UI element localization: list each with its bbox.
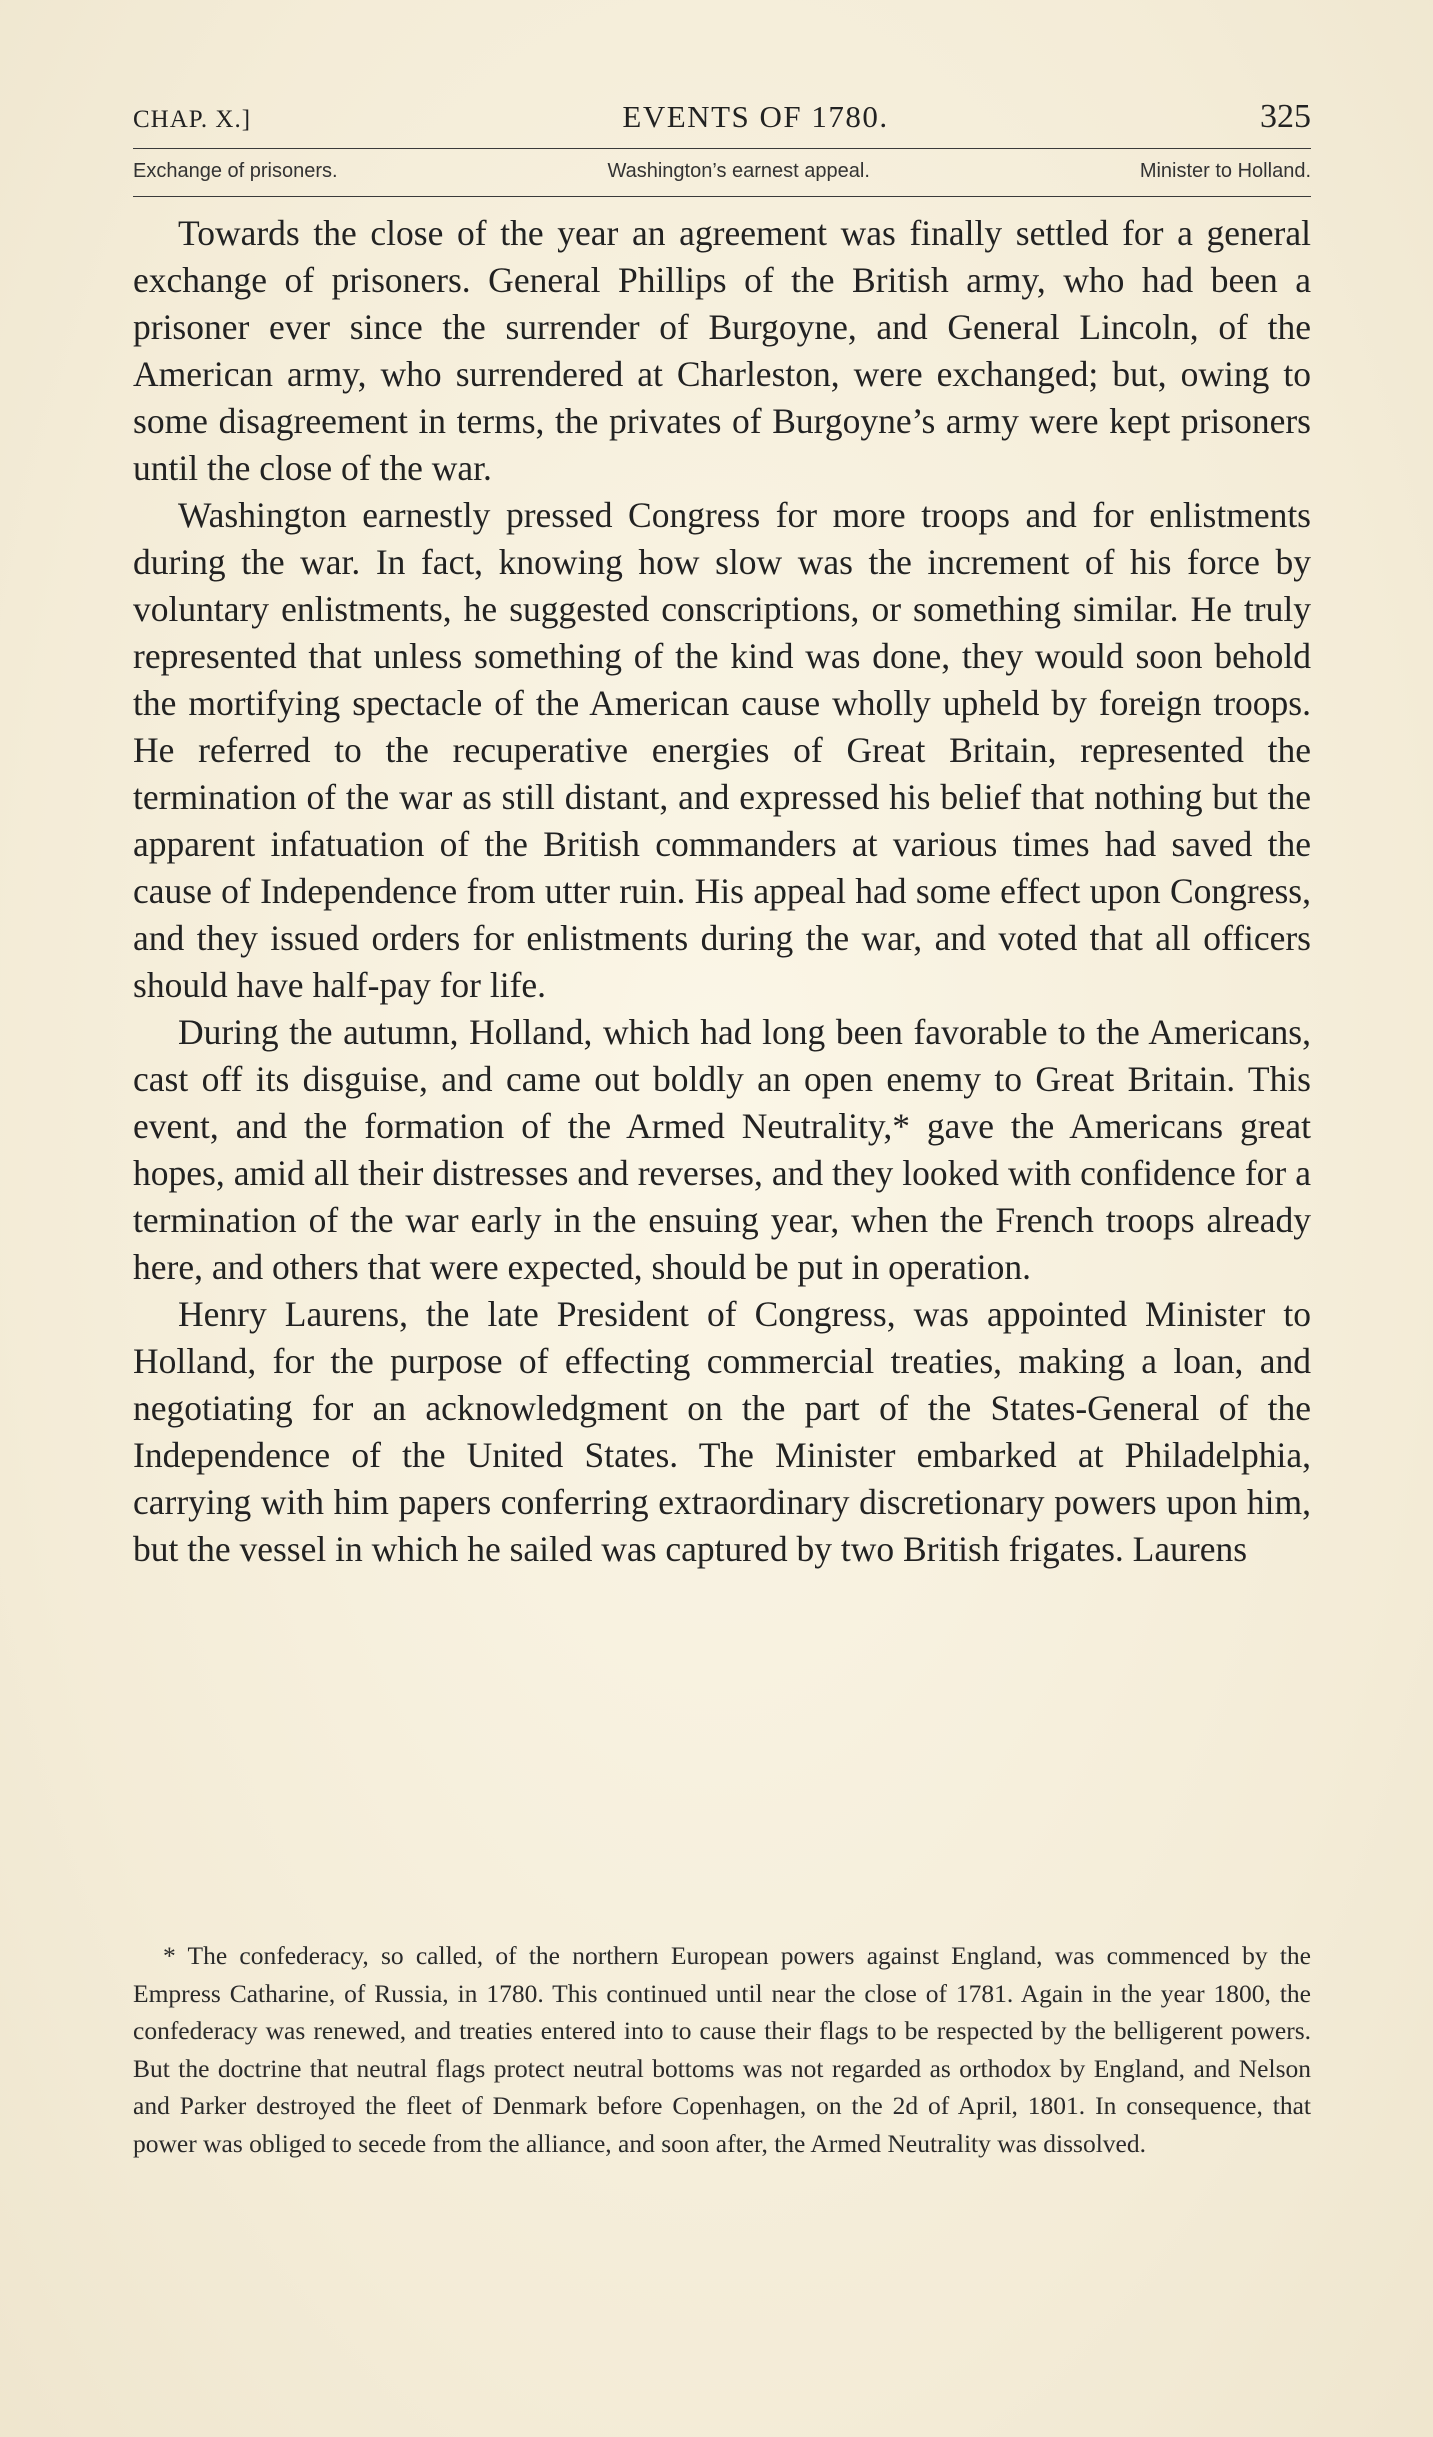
chapter-label: CHAP. X.] [133,106,252,133]
body-text [133,210,1311,1573]
paragraph: Washington earnestly pressed Congress for more troops and for enlistments during the war. In fact, knowing how slow was the increment of his force by voluntary enlistments, he suggested conscriptions, or something similar. He truly represented that unless something of the kind was done, they would soon behold the mortifying spectacle of the American cause wholly upheld by foreign troops. He referred to the recuperative energies of Great Britain, represented the termination of the war as still distant, and expressed his belief that nothing but the apparent infatuation of the British commanders at various times had saved the cause of Independence from utter ruin. His appeal had some effect upon Congress, and they issued orders for enlistments during the war, and voted that all officers should have half-pay for life. [133,495,1311,1005]
page-number: 325 [1260,98,1311,135]
paragraph: Henry Laurens, the late President of Congress, was appointed Minister to Holland, for the purpose of effecting commercial treaties, making a loan, and negotiating for an acknowledgment on the part of the States-General of the Independence of the United States. The Minister embarked at Philadelphia, carrying with him papers conferring extraordinary discretionary powers upon him, but the vessel in which he sailed was captured by two British frigates. Laurens [133,1294,1311,1569]
page-title: EVENTS OF 1780. [622,99,889,134]
paragraph: Towards the close of the year an agreement was finally settled for a general exchange of prisoners. General Phillips of the British army, who had been a prisoner ever since the surrender of Burgoyne, and General Lincoln, of the American army, who surrendered at Charleston, were exchanged; but, owing to some disagreement in terms, the privates of Burgoyne’s army were kept prisoners until the close of the war. [133,213,1311,488]
footnote [133,1937,1311,2162]
topic-headings [133,160,1311,183]
paragraph: During the autumn, Holland, which had long been favorable to the Americans, cast off its disguise, and came out boldly an open enemy to Great Britain. This event, and the formation of the Armed Neutrality,* gave the Americans great hopes, amid all their distresses and reverses, and they looked with confidence for a termination of the war early in the ensuing year, when the French troops already here, and others that were expected, should be put in operation. [133,1012,1311,1287]
topic-heading-1: Exchange of prisoners. [133,160,338,182]
footnote-text: * The confederacy, so called, of the northern European powers against England, was commenced by the Empress Catharine, of Russia, in 1780. This continued until near the close of 1781. Again in the year 1800, the confederacy was renewed, and treaties entered into to cause their flags to be respected by the belligerent powers. But the doctrine that neutral flags protect neutral bottoms was not regarded as orthodox by England, and Nelson and Parker destroyed the fleet of Denmark before Copenhagen, on the 2d of April, 1801. In consequence, that power was obliged to secede from the alliance, and soon after, the Armed Neutrality was dissolved. [133,1941,1311,2158]
header-rule-top [133,148,1311,149]
topic-heading-2: Washington’s earnest appeal. [607,160,870,182]
topic-heading-3: Minister to Holland. [1139,160,1311,182]
running-head [133,98,1311,138]
header-rule-bottom [133,196,1311,197]
